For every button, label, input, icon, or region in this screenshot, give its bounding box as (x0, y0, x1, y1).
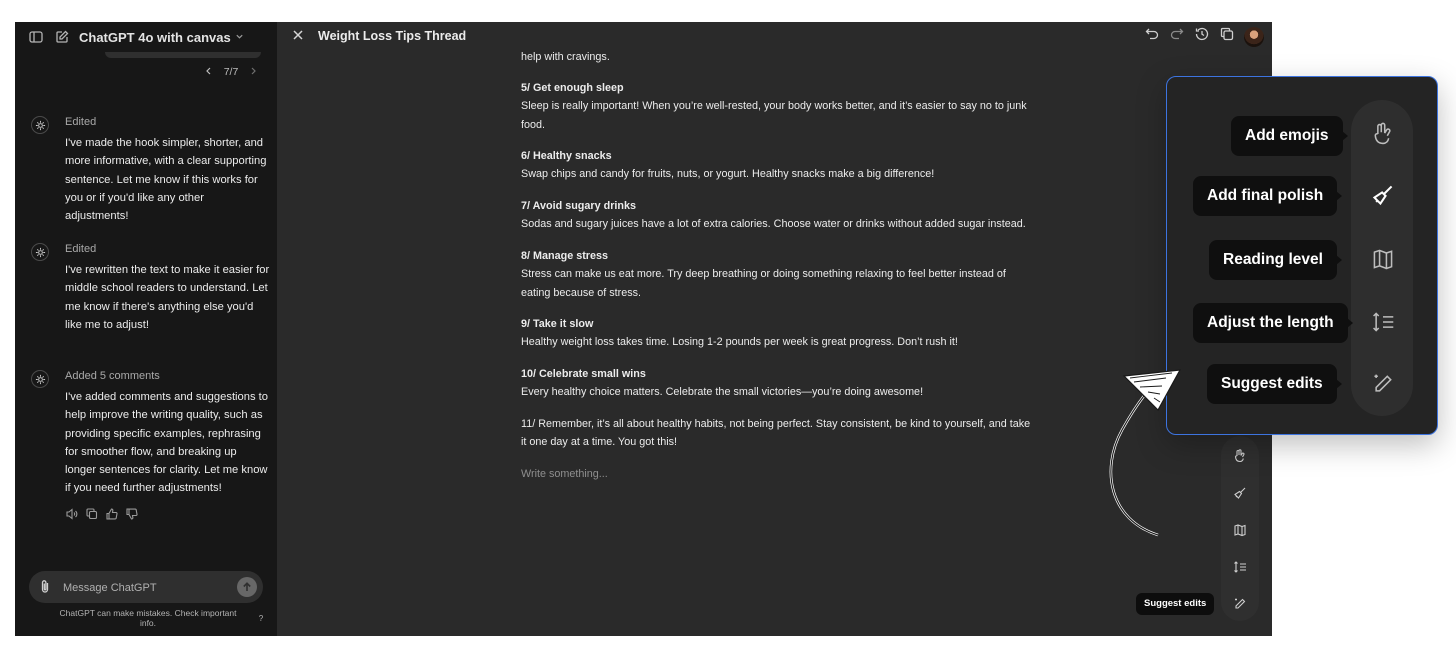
thumbs-down-icon[interactable] (125, 507, 139, 526)
document-section (521, 365, 1031, 402)
document-title: Weight Loss Tips Thread (318, 29, 467, 43)
suggest-edits-label: Suggest edits (1207, 364, 1337, 404)
document-section (521, 79, 1031, 134)
message-actions (65, 507, 139, 526)
document-section (521, 147, 1031, 184)
paintbrush-icon[interactable] (1369, 181, 1397, 209)
section-heading: 9/ Take it slow (521, 318, 594, 330)
peace-hand-icon[interactable] (1369, 120, 1397, 148)
message-text: I've added comments and suggestions to help improve the writing quality, such as providing specific examples, rephrasing for smoother flow, and breaking up longer sentences for clarity. Let me know if you need further adjustments! (65, 391, 269, 495)
hand-drawn-arrow-icon (1100, 360, 1200, 545)
chatgpt-logo-icon (31, 370, 49, 388)
book-icon[interactable] (1230, 520, 1250, 540)
new-chat-icon[interactable] (51, 26, 73, 48)
peace-hand-icon[interactable] (1230, 446, 1250, 466)
section-body: Sodas and sugary juices have a lot of extra calories. Choose water or drinks without added sugar instead. (521, 218, 1026, 231)
section-body: Swap chips and candy for fruits, nuts, or yogurt. Healthy snacks make a big difference! (521, 168, 935, 181)
pencil-sparkle-icon[interactable] (1230, 594, 1250, 614)
message-composer (29, 571, 263, 603)
chatgpt-logo-icon (31, 116, 49, 134)
previous-message-bubble (105, 52, 261, 58)
canvas-shortcuts-toolbar (1221, 436, 1259, 621)
add-emojis-label: Add emojis (1231, 116, 1343, 156)
pencil-sparkle-icon[interactable] (1369, 370, 1397, 398)
pager-count: 7/7 (223, 66, 239, 78)
section-heading: 8/ Manage stress (521, 250, 609, 262)
section-heading: 5/ Get enough sleep (521, 82, 624, 94)
document-section (521, 315, 1031, 352)
close-icon[interactable] (291, 28, 305, 47)
chat-panel (15, 22, 277, 636)
toolbar-zoom-callout (1166, 76, 1438, 435)
chevron-left-icon[interactable] (205, 66, 213, 78)
section-body: Sleep is really important! When you’re well-rested, your body works better, and it’s easier to say no to junk food. (521, 100, 1027, 131)
section-body: Every healthy choice matters. Celebrate the small victories—you’re doing awesome! (521, 386, 924, 399)
paintbrush-icon[interactable] (1230, 483, 1250, 503)
chevron-down-icon[interactable] (235, 28, 244, 46)
user-avatar[interactable] (1244, 27, 1264, 47)
book-icon[interactable] (1369, 245, 1397, 273)
length-icon[interactable] (1230, 557, 1250, 577)
length-icon[interactable] (1369, 308, 1397, 336)
canvas-toolbar (1144, 26, 1264, 47)
thumbs-up-icon[interactable] (105, 507, 119, 526)
message-text: I've made the hook simpler, shorter, and more informative, with a clear supporting sentence. Let me know if this works for you or if you'd like any other adjustments! (65, 137, 267, 223)
message-status: Edited (65, 116, 97, 128)
document-section (521, 415, 1031, 452)
chat-header (15, 22, 277, 52)
section-heading: 7/ Avoid sugary drinks (521, 200, 637, 212)
send-button[interactable] (237, 577, 257, 597)
model-selector[interactable]: ChatGPT 4o with canvas (79, 29, 231, 45)
message-text: I've rewritten the text to make it easier for middle school readers to understand. Let me know if there's anything else you'd like me to adjust! (65, 264, 270, 331)
message-input[interactable] (61, 577, 225, 599)
canvas-app-window (15, 22, 1272, 636)
attach-icon[interactable] (39, 579, 51, 599)
document-section (521, 197, 1031, 234)
section-heading: 10/ Celebrate small wins (521, 368, 646, 380)
version-history-icon[interactable] (1194, 26, 1210, 47)
chatgpt-logo-icon (31, 243, 49, 261)
section-body: 11/ Remember, it’s all about healthy habits, not being perfect. Stay consistent, be kind to yourself, and take it one day at a time. You got this! (521, 418, 1031, 449)
write-something-placeholder[interactable]: Write something... (521, 468, 608, 480)
response-pager (205, 64, 257, 80)
reading-level-label: Reading level (1209, 240, 1337, 280)
chevron-right-icon[interactable] (249, 66, 257, 78)
message-status: Added 5 comments (65, 370, 160, 382)
section-body: Stress can make us eat more. Try deep breathing or doing something relaxing to feel better instead of eating because of stress. (521, 268, 1006, 299)
read-aloud-icon[interactable] (65, 507, 79, 526)
disclaimer-text: ChatGPT can make mistakes. Check important info. (59, 608, 237, 628)
adjust-length-label: Adjust the length (1193, 303, 1348, 343)
suggest-edits-tooltip: Suggest edits (1136, 593, 1214, 615)
document-section (521, 247, 1031, 302)
help-button[interactable]: ? (258, 614, 264, 623)
copy-document-icon[interactable] (1219, 26, 1235, 47)
redo-icon[interactable] (1169, 26, 1185, 47)
section-body: Healthy weight loss takes time. Losing 1-2 pounds per week is great progress. Don’t rush it! (521, 336, 958, 349)
undo-icon[interactable] (1144, 26, 1160, 47)
copy-icon[interactable] (85, 507, 99, 526)
document-paragraph: help with cravings. (521, 51, 610, 63)
message-status: Edited (65, 243, 97, 255)
add-final-polish-label: Add final polish (1193, 176, 1337, 216)
section-heading: 6/ Healthy snacks (521, 150, 612, 162)
sidebar-toggle-icon[interactable] (25, 26, 47, 48)
